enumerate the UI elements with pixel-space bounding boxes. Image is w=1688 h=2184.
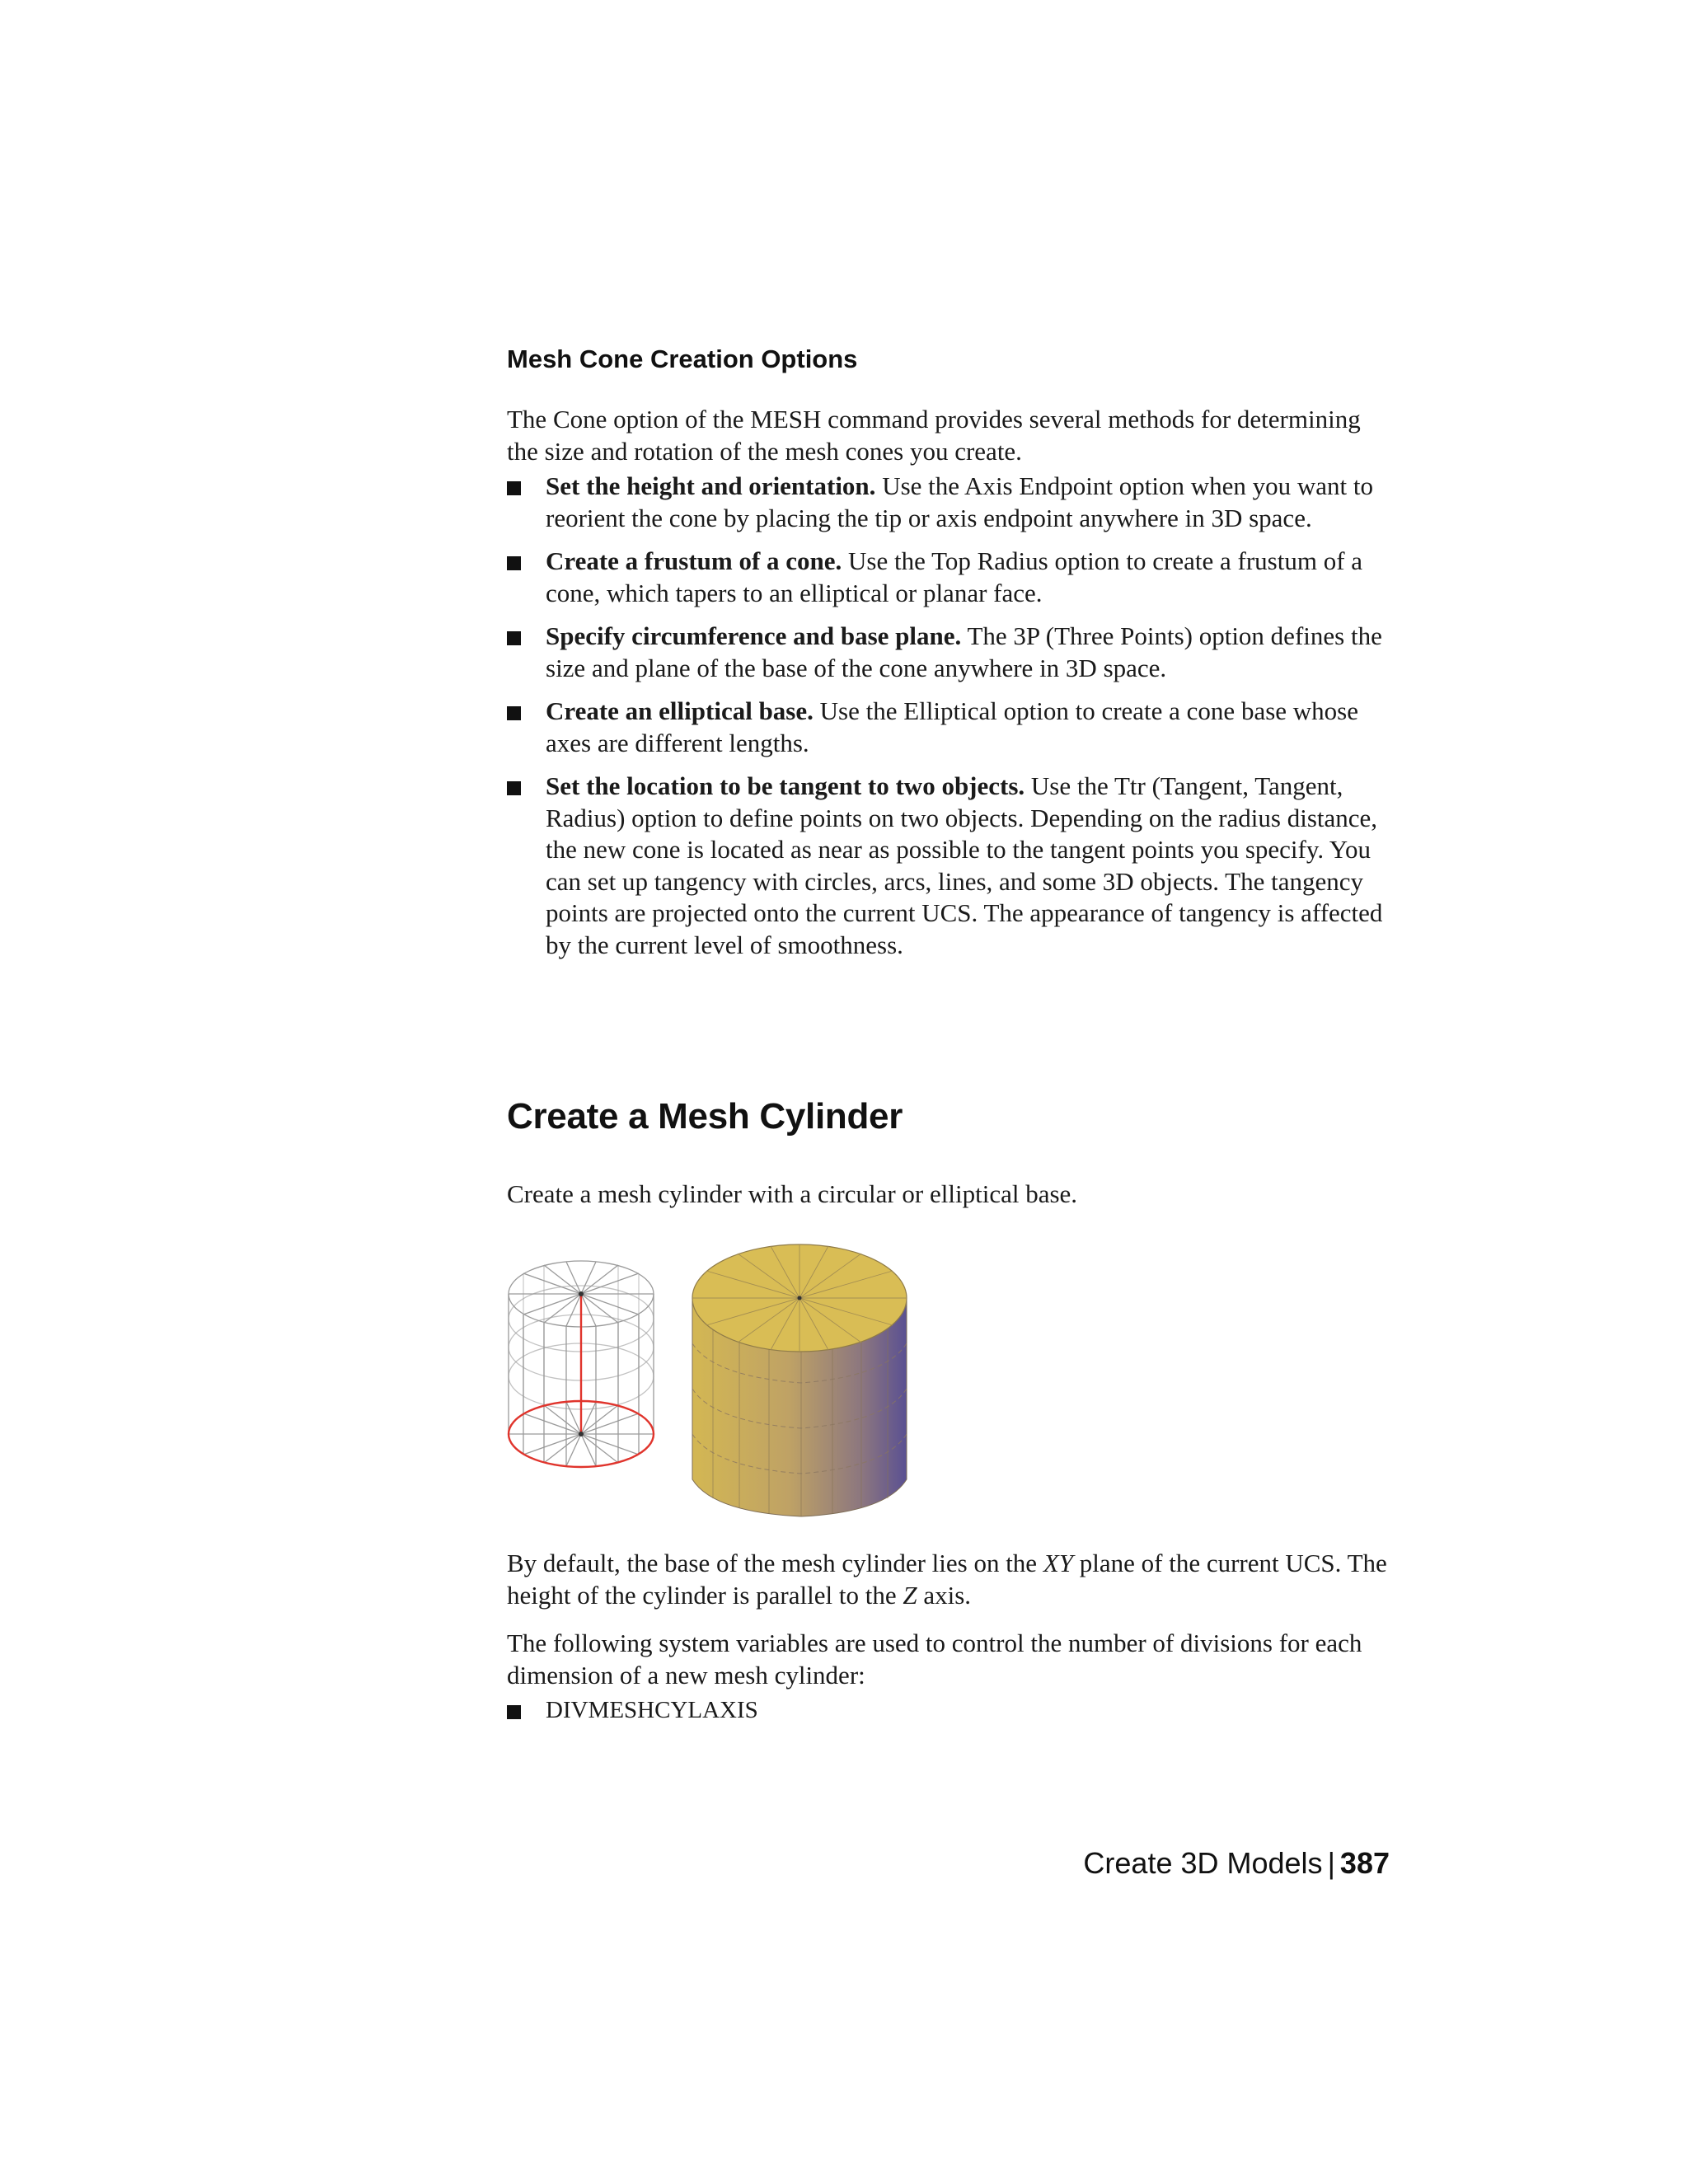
system-variables-paragraph: The following system variables are used to control the number of divisions for each dimension of a new mesh cylinder: xyxy=(507,1629,1362,1690)
wireframe-highlight xyxy=(509,1294,654,1467)
list-item xyxy=(507,471,1401,534)
wireframe-bottom-center xyxy=(579,1432,584,1436)
wireframe-top-center xyxy=(579,1291,584,1296)
system-variables-list xyxy=(507,1694,1401,1727)
bullet-square-icon xyxy=(507,556,521,570)
list-item xyxy=(507,546,1401,609)
shaded-cylinder xyxy=(692,1244,907,1516)
page-number: 387 xyxy=(1339,1846,1390,1880)
variable-name: DIVMESHCYLAXIS xyxy=(546,1697,758,1723)
bullet-square-icon xyxy=(507,631,521,645)
list-item xyxy=(507,621,1401,684)
list-item-text: Use the Elliptical option to create a cone base whose axes are different lengths. xyxy=(546,696,1358,757)
footer-separator: | xyxy=(1327,1846,1335,1880)
list-item-title: Create an elliptical base. xyxy=(546,696,814,725)
bullet-square-icon xyxy=(507,706,521,720)
subsection-heading: Mesh Cone Creation Options xyxy=(507,344,858,373)
subsection-intro: The Cone option of the MESH command provides several methods for determining the size and rotation of the mesh cones you create. xyxy=(507,405,1361,466)
list-item xyxy=(507,771,1401,961)
list-item xyxy=(507,1694,1401,1727)
list-item-title: Set the height and orientation. xyxy=(546,471,876,500)
cone-options-list xyxy=(507,471,1401,972)
mesh-cylinder-illustration xyxy=(507,1228,919,1525)
bullet-square-icon xyxy=(507,481,521,495)
cylinder-default-paragraph: By default, the base of the mesh cylinder lies on the XY plane of the current UCS. The height of the cylinder is parallel to the Z axis. xyxy=(507,1549,1387,1610)
list-item xyxy=(507,696,1401,759)
list-item-text: The 3P (Three Points) option defines the size and plane of the base of the cone anywhere in 3D space. xyxy=(546,621,1382,682)
section-title: Create a Mesh Cylinder xyxy=(507,1096,903,1137)
bullet-square-icon xyxy=(507,781,521,795)
mesh-cylinder-figure xyxy=(507,1228,919,1525)
list-item-title: Specify circumference and base plane. xyxy=(546,621,962,650)
list-item-title: Set the location to be tangent to two objects. xyxy=(546,771,1025,800)
section-intro: Create a mesh cylinder with a circular or elliptical base. xyxy=(507,1179,1078,1208)
list-item-text: Use the Ttr (Tangent, Tangent, Radius) option to define points on two objects. Depending on the radius distance, the new cone is located as near as possible to the tangent points you specify. You can set up tangency with circles, arcs, lines, and some 3D objects. The tangency points are projected onto the current UCS. The appearance of tangency is affected by the current level of smoothness. xyxy=(546,771,1383,959)
list-item-text: Use the Top Radius option to create a frustum of a cone, which tapers to an elliptical or planar face. xyxy=(546,546,1363,607)
page-footer xyxy=(1083,1846,1390,1881)
list-item-text: Use the Axis Endpoint option when you want to reorient the cone by placing the tip or axis endpoint anywhere in 3D space. xyxy=(546,471,1374,532)
list-item-title: Create a frustum of a cone. xyxy=(546,546,842,575)
chapter-title: Create 3D Models xyxy=(1083,1846,1323,1880)
bullet-square-icon xyxy=(507,1705,521,1719)
